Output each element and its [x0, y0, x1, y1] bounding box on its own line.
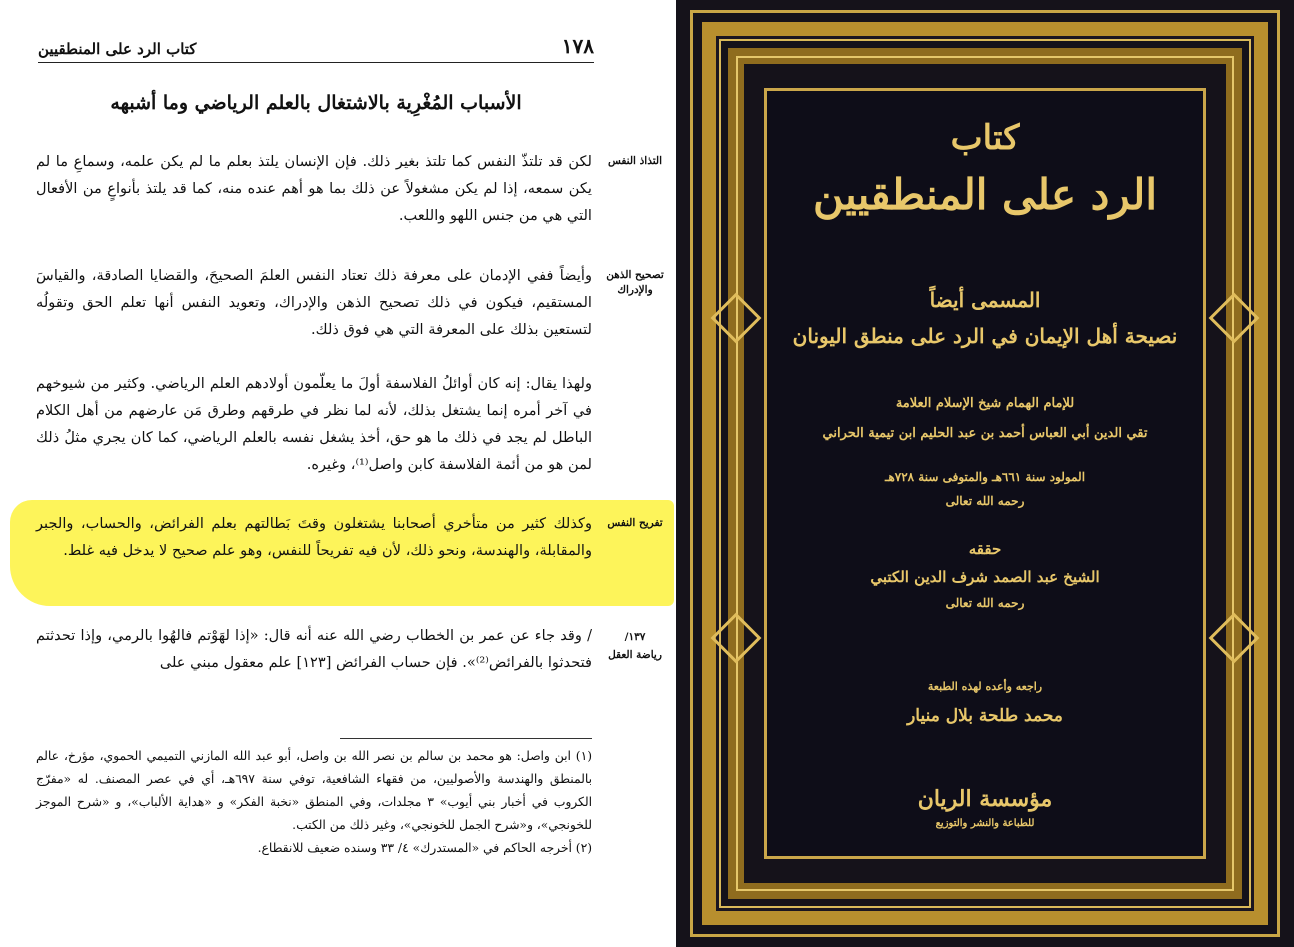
paragraph-5: / وقد جاء عن عمر بن الخطاب رضي الله عنه أنه قال: «إذا لهَوْتم فالهُوا بالرمي، وإذا تحدثتم فتحدثوا بالفرائض⁽²⁾». فإن حساب الفرائض [١٢٣] علم معقول مبني على	[36, 627, 592, 671]
paragraph-4: وكذلك كثير من متأخري أصحابنا يشتغلون وقتَ بَطالتهم بعلم الفرائض، والحساب، والجبر والمقابلة، والهندسة، ونحو ذلك، لأن فيه تفريحاً للنفس، وهو علم صحيح لا يدخل فيه غلط.	[36, 515, 592, 559]
paragraph-3: ولهذا يقال: إنه كان أوائلُ الفلاسفة أولَ ما يعلّمون أولادهم العلم الرياضي. وكثير من شيوخهم في آخر أمره إنما يشتغل بذلك، لأنه لما نظر في طرقهم وطرق مَن عارضهم من أهل الكلام الباطل لم يجد في ذلك ما هو حق، أخذ يشغل نفسه بالعلم الرياضي، كما كان يجري مثلُ ذلك لمن هو من أئمة الفلاسفة كابن واصل⁽¹⁾، وغيره.	[36, 375, 592, 473]
cover-subtitle: نصيحة أهل الإيمان في الرد على منطق اليونان	[792, 324, 1178, 348]
cover-reviewer: محمد طلحة بلال منيار	[907, 706, 1063, 726]
paragraph-2: وأيضاً ففي الإدمان على معرفة ذلك تعتاد النفس العلمَ الصحيحَ، والقضايا الصادقة، والقياسَ المستقيم، فيكون في ذلك تصحيح الذهن والإدراك، وتعويد النفس أنها تعلم الحق وتقولُه لتستعين بذلك على المعرفة التي هي فوق ذلك.	[36, 267, 592, 338]
side-note-3: تفريح النفس	[607, 517, 663, 529]
cover-publisher: مؤسسة الريان	[917, 786, 1053, 812]
page-number: ١٧٨	[561, 34, 594, 58]
cover-reviewed-by: راجعه وأعده لهذه الطبعة	[927, 680, 1043, 693]
section-title: الأسباب المُغْرِية بالاشتغال بالعلم الرياضي وما أشبهه	[110, 92, 522, 114]
side-note-4: ١٣٧/	[624, 631, 646, 643]
paragraph-1: لكن قد تلتذّ النفس كما تلتذ بغير ذلك. فإن الإنسان يلتذ بعلم ما لم يكن علمه، وسماعِ ما لم يكن سمعه، إذا لم يكن مشغولاً عن ذلك بما هو أهم عنده منه، كما قد يلتذ بأنواعٍ من الأفعال التي هي من جنس اللهو واللعب.	[36, 153, 592, 224]
cover-dates: المولود سنة ٦٦١هـ والمتوفى سنة ٧٢٨هـ	[884, 470, 1086, 484]
side-note-2: تصحيح الذهن والإدراك	[606, 269, 664, 296]
cover-editor: الشيخ عبد الصمد شرف الدين الكتبي	[870, 568, 1100, 586]
cover-subtitle-intro: المسمى أيضاً	[929, 288, 1041, 312]
cover-kitab: كتاب	[950, 118, 1020, 158]
cover-editor-mercy: رحمه الله تعالى	[945, 596, 1025, 610]
footnotes	[36, 745, 592, 860]
cover-author-intro: للإمام الهمام شيخ الإسلام العلامة	[895, 396, 1075, 411]
side-note-1: التذاذ النفس	[607, 155, 663, 167]
side-note-5: رياضة العقل	[608, 649, 662, 661]
cover-publisher-sub: للطباعة والنشر والتوزيع	[935, 818, 1035, 829]
footnote-divider	[340, 738, 592, 739]
book-name: كتاب الرد على المنطقيين	[38, 40, 197, 58]
running-head	[38, 28, 594, 63]
footnote-2: (٢) أخرجه الحاكم في «المستدرك» ٤/ ٣٣ وسنده ضعيف للانقطاع.	[257, 841, 592, 855]
cover-title: الرد على المنطقيين	[813, 170, 1157, 219]
cover-mercy: رحمه الله تعالى	[945, 494, 1025, 508]
footnote-1: (١) ابن واصل: هو محمد بن سالم بن نصر الله بن واصل، أبو عبد الله المازني التميمي الحموي، مؤرخ، عالم بالمنطق والهندسة والأصوليين، من فقهاء الشافعية، توفي سنة ٦٩٧هـ، أي في عصر المصنف. له «مفرّج الكروب في أخبار بني أيوب» ٣ مجلدات، وفي المنطق «نخبة الفكر» و «هداية الألباب»، و «شرح الموجز للخونجي»، و«شرح الجمل للخونجي»، وغير ذلك من الكتب.	[36, 749, 593, 832]
cover-edited-by: حققه	[968, 540, 1002, 558]
book-cover	[676, 0, 1294, 947]
cover-author: تقي الدين أبي العباس أحمد بن عبد الحليم ابن تيمية الحراني	[822, 426, 1148, 441]
